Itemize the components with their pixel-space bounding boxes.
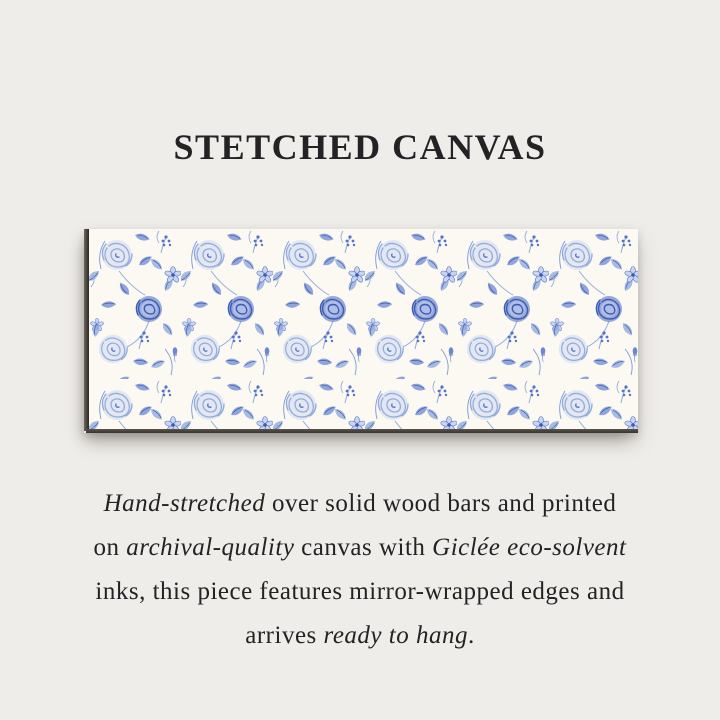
stretched-canvas-mockup: [84, 229, 638, 433]
description-emphasis: ready to hang: [323, 622, 468, 649]
description-text: .: [467, 622, 475, 649]
page-title: STETCHED CANVAS: [173, 127, 547, 167]
description-text: inks, this piece features mirror-wrapped edges and: [95, 578, 625, 605]
floral-pattern-graphic: [89, 229, 638, 429]
description-line: [0, 614, 720, 658]
description-emphasis: archival-quality: [126, 534, 295, 561]
description-text: arrives: [245, 622, 324, 649]
canvas-bottom-edge: [86, 429, 638, 433]
description-text: canvas with: [294, 534, 433, 561]
canvas-front-face: [89, 229, 638, 429]
description-text: over solid wood bars and printed: [265, 490, 617, 517]
description-emphasis: Hand-stretched: [103, 490, 266, 517]
description-text: on: [93, 534, 127, 561]
description-line: [0, 526, 720, 570]
description-line: [0, 570, 720, 614]
product-description: [0, 482, 720, 658]
description-emphasis: Giclée eco-solvent: [432, 534, 627, 561]
description-line: [0, 482, 720, 526]
